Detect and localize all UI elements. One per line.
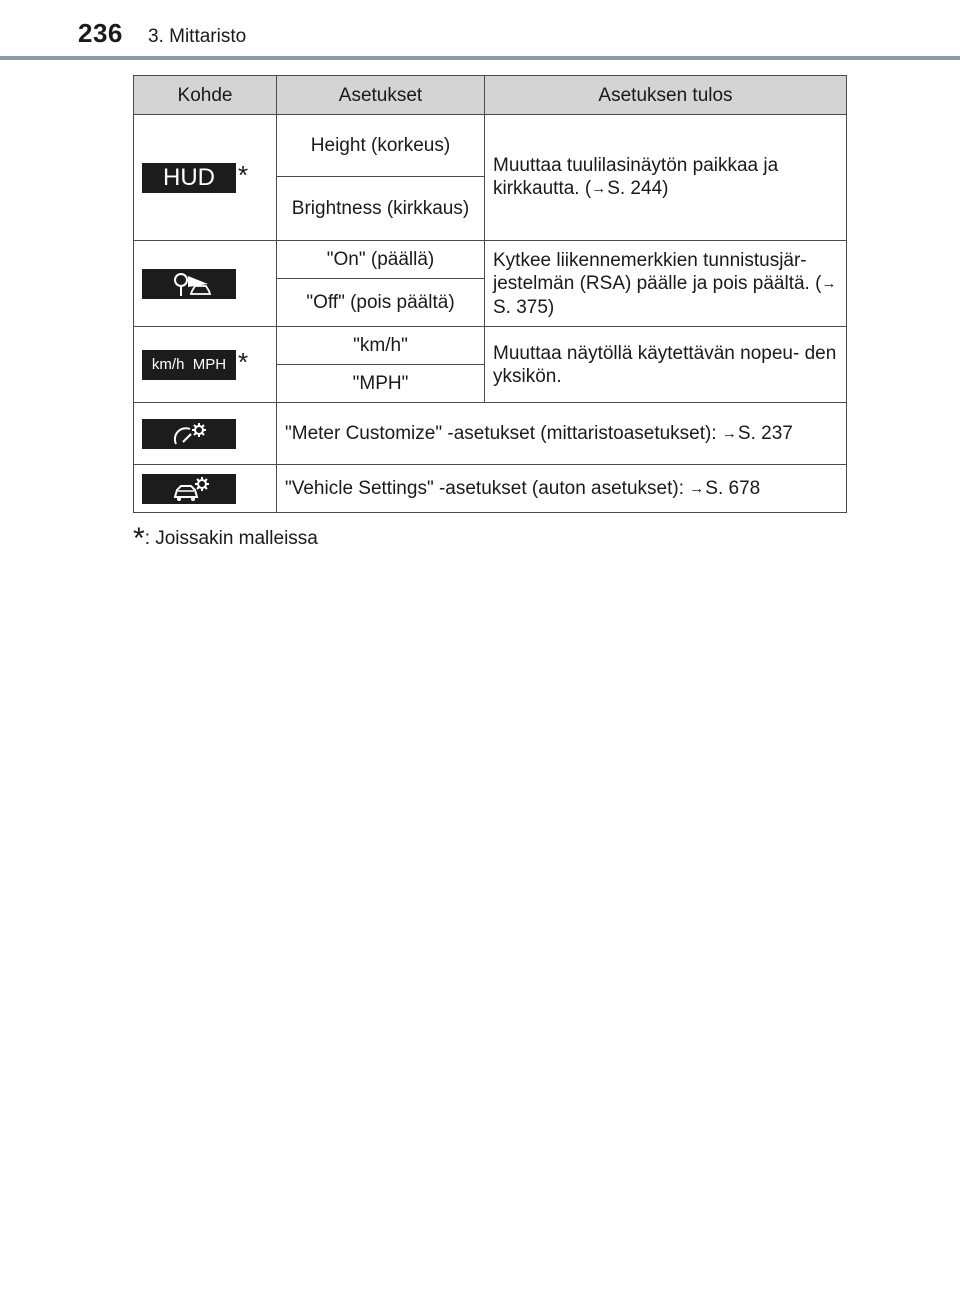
arrow-right-icon: → xyxy=(721,424,737,442)
header-rule xyxy=(0,56,960,60)
result-cell: Muuttaa näytöllä käytettävän nopeu- den yksikön. xyxy=(485,327,847,403)
section-title: 3. Mittaristo xyxy=(148,26,247,47)
footnote-text: : Joissakin malleissa xyxy=(144,528,318,549)
hud-icon: HUD xyxy=(142,163,236,193)
item-cell xyxy=(134,327,277,403)
arrow-right-icon: → xyxy=(689,479,705,497)
footnote xyxy=(133,522,318,556)
setting-cell: Brightness (kirkkaus) xyxy=(277,177,485,241)
speed-unit-icon: km/h MPH xyxy=(142,350,236,380)
settings-table xyxy=(133,75,847,513)
setting-cell: "MPH" xyxy=(277,365,485,403)
road-sign-assist-icon xyxy=(142,269,236,299)
table-row xyxy=(134,403,847,465)
setting-cell: "On" (päällä) xyxy=(277,241,485,279)
item-cell xyxy=(134,115,277,241)
table-row xyxy=(134,241,847,279)
page-number: 236 xyxy=(78,18,123,48)
result-text: Muuttaa tuulilasinäytön paikkaa ja kirkkautta. ( xyxy=(493,155,779,199)
result-cell xyxy=(277,403,847,465)
meter-settings-icon xyxy=(142,419,236,449)
result-cell xyxy=(485,241,847,327)
arrow-right-icon: → xyxy=(591,180,607,197)
asterisk-mark: * xyxy=(238,159,249,190)
table-row xyxy=(134,465,847,513)
result-cell xyxy=(277,465,847,513)
setting-cell: "Off" (pois päältä) xyxy=(277,279,485,327)
item-cell xyxy=(134,241,277,327)
vehicle-settings-icon xyxy=(142,474,236,504)
column-header-item: Kohde xyxy=(134,76,277,115)
result-text: Kytkee liikennemerkkien tunnistusjär- jestelmän (RSA) päälle ja pois päältä. ( xyxy=(493,249,822,294)
setting-cell: Height (korkeus) xyxy=(277,115,485,177)
column-header-settings: Asetukset xyxy=(277,76,485,115)
page-reference: S. 375) xyxy=(493,296,555,318)
table-header-row xyxy=(134,76,847,115)
page-header xyxy=(0,0,960,60)
page-reference: S. 237 xyxy=(737,422,793,444)
item-cell xyxy=(134,403,277,465)
setting-cell: "km/h" xyxy=(277,327,485,365)
column-header-result: Asetuksen tulos xyxy=(485,76,847,115)
result-cell xyxy=(485,115,847,241)
item-cell xyxy=(134,465,277,513)
page-reference: S. 678 xyxy=(705,477,761,499)
result-text: "Vehicle Settings" -asetukset (auton asetukset): xyxy=(285,477,684,499)
page-reference: S. 244) xyxy=(607,178,669,199)
result-text: "Meter Customize" -asetukset (mittaristoasetukset): xyxy=(285,422,717,444)
arrow-right-icon: → xyxy=(821,274,837,292)
asterisk-mark: * xyxy=(238,346,249,377)
footnote-marker: * xyxy=(133,522,145,555)
table-row xyxy=(134,115,847,177)
table-row xyxy=(134,327,847,365)
